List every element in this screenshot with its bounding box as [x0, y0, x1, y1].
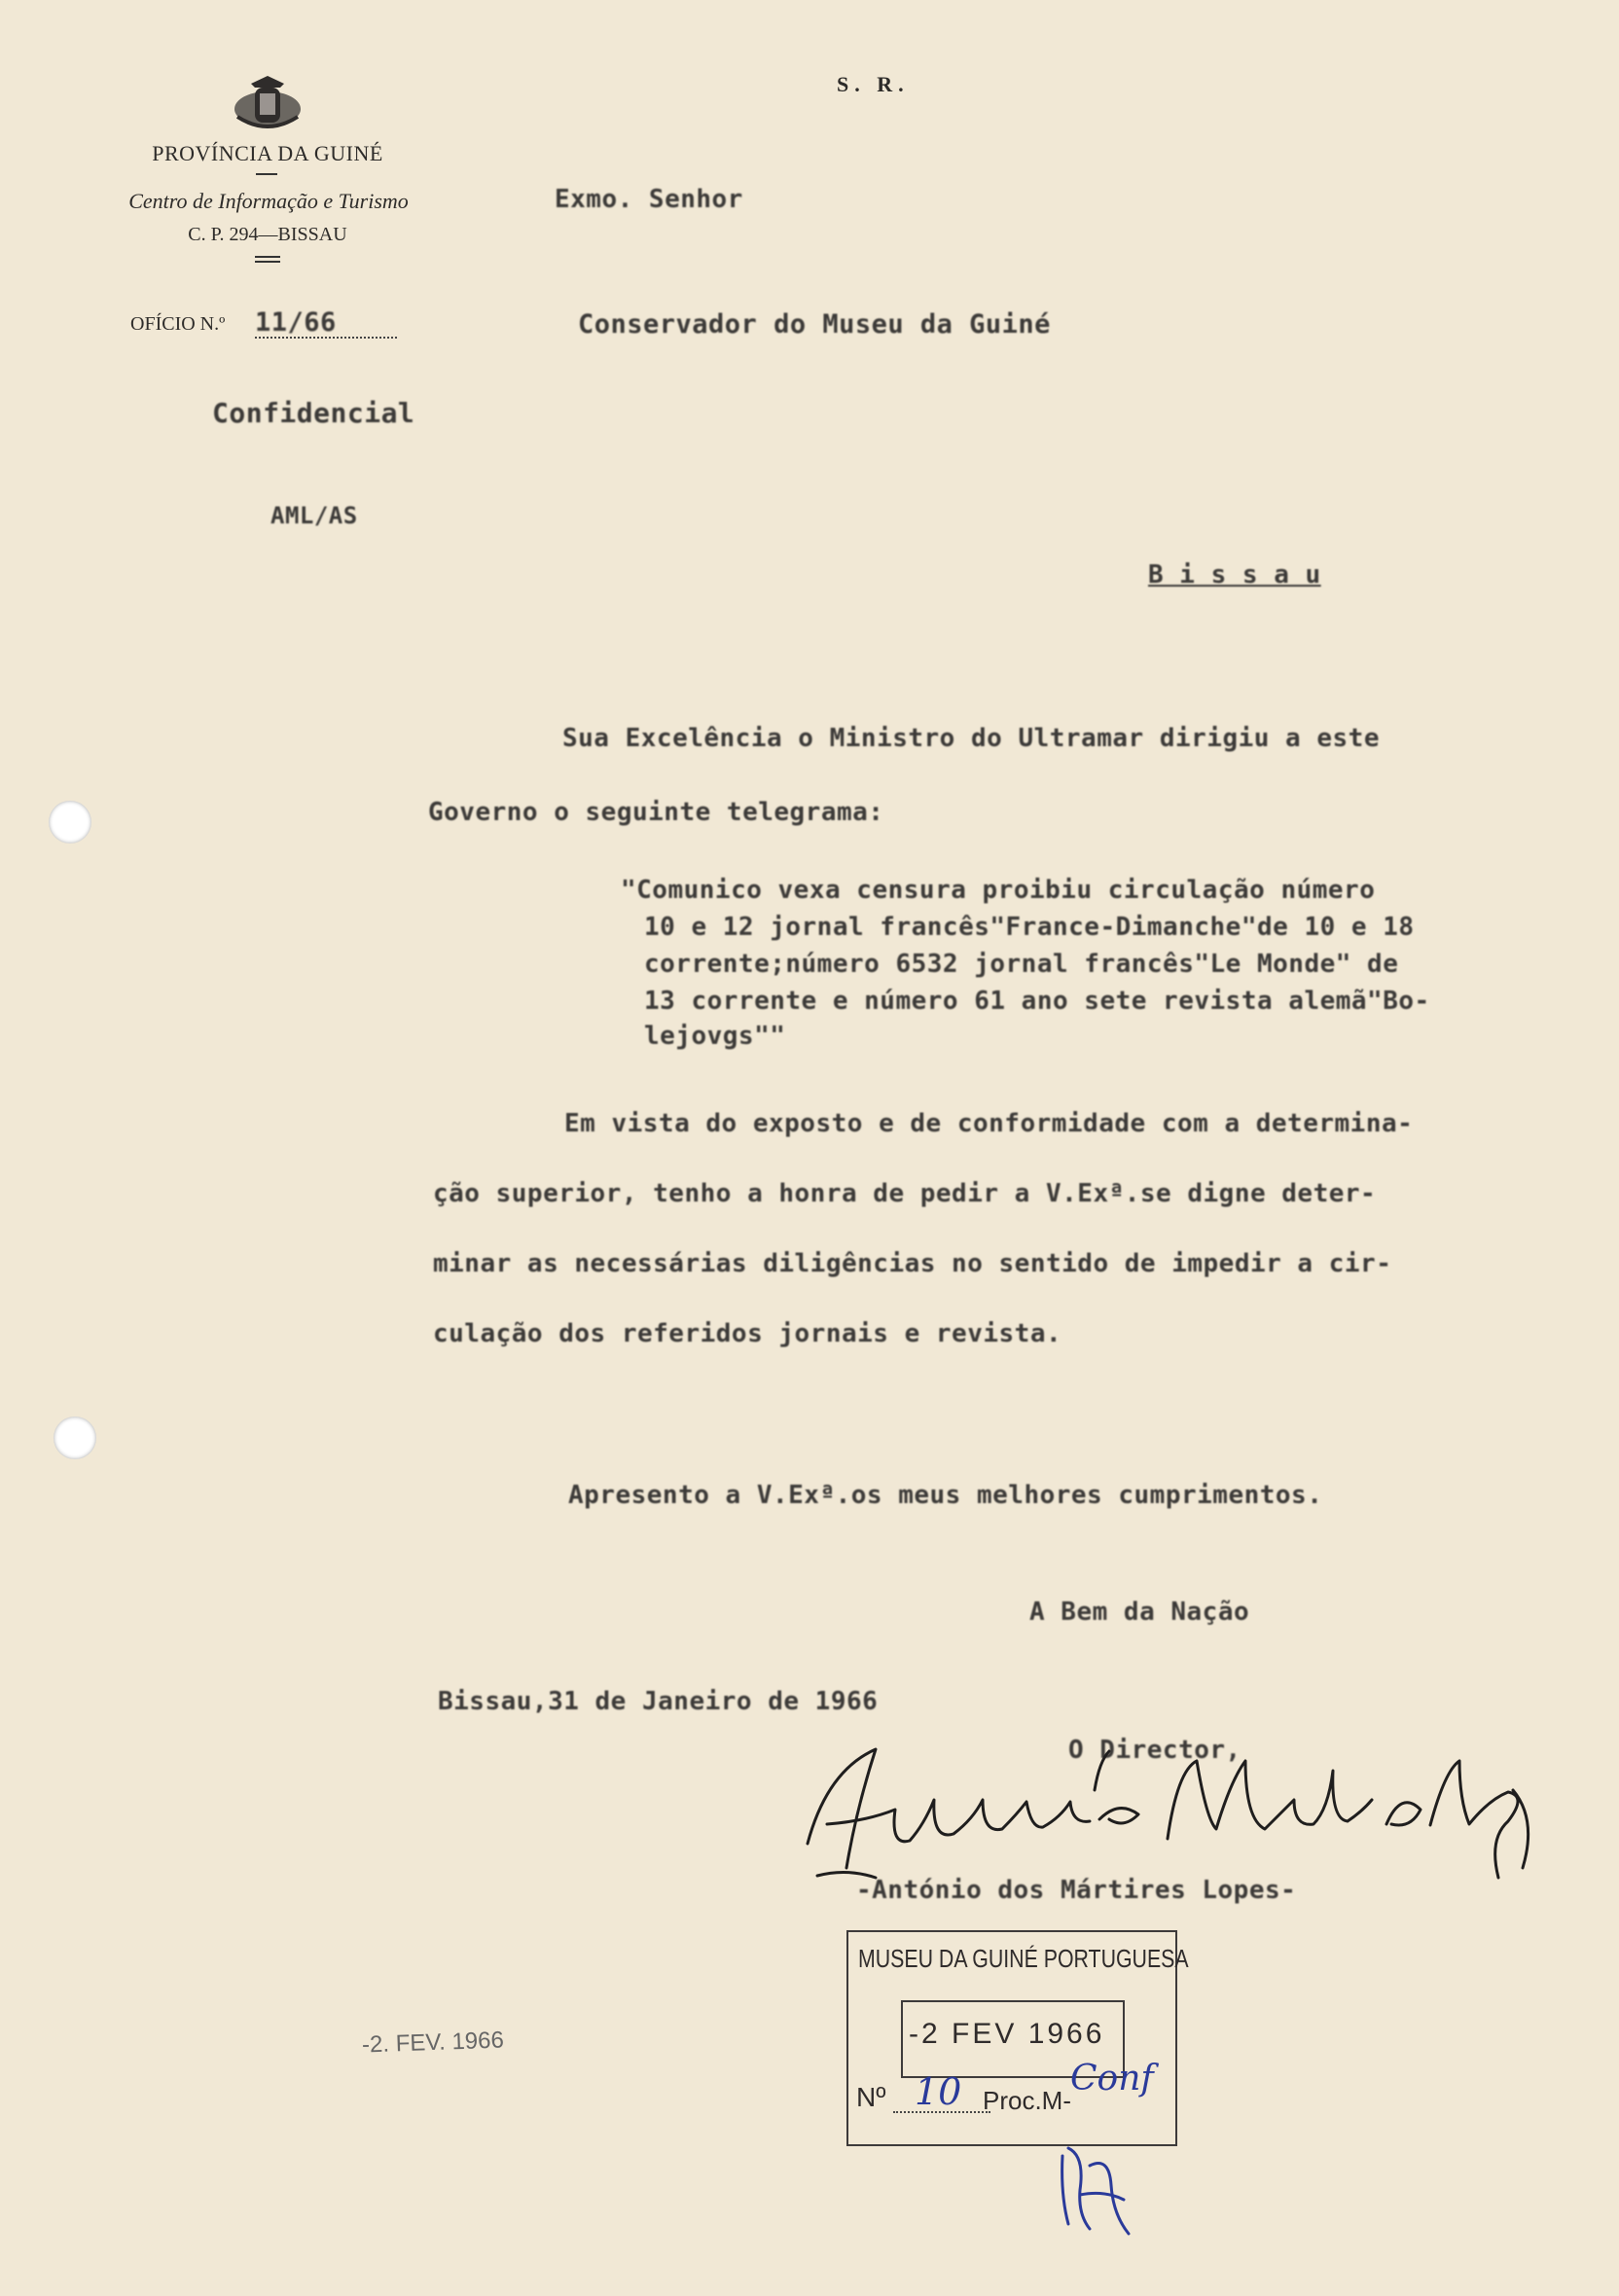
- paragraph2-line2: ção superior, tenho a honra de pedir a V.Exª.se digne deter-: [433, 1179, 1377, 1208]
- closing-line: Apresento a V.Exª.os meus melhores cumprimentos.: [568, 1481, 1323, 1510]
- punch-hole-bottom: [54, 1417, 96, 1459]
- coat-of-arms-icon: [228, 74, 307, 138]
- date-line: Bissau,31 de Janeiro de 1966: [438, 1687, 879, 1716]
- classification-label: Confidencial: [212, 397, 415, 429]
- stamp-proc-value: Conf: [1070, 2059, 1154, 2099]
- header-rule-3: [255, 261, 280, 263]
- oficio-number: 11/66: [255, 307, 337, 338]
- director-role: O Director,: [1068, 1736, 1241, 1765]
- stamp-no-dotted: [893, 2111, 990, 2113]
- top-mark: S. R.: [837, 72, 910, 96]
- centre-address: C. P. 294—BISSAU: [188, 224, 347, 245]
- stamp-institution: MUSEU DA GUINÉ PORTUGUESA: [858, 1944, 1189, 1973]
- province-name: PROVÍNCIA DA GUINÉ: [152, 141, 383, 165]
- centre-name: Centro de Informação e Turismo: [128, 189, 409, 213]
- paragraph2-line4: culação dos referidos jornais e revista.: [433, 1319, 1062, 1348]
- header-rule-2: [255, 256, 280, 258]
- recipient-title: Conservador do Museu da Guiné: [578, 309, 1051, 340]
- stamp-no-label: Nº: [856, 2082, 886, 2112]
- director-name: -António dos Mártires Lopes-: [856, 1876, 1297, 1905]
- motto: A Bem da Nação: [1029, 1597, 1250, 1627]
- oficio-dotted-line: [255, 337, 397, 339]
- header-rule-1: [256, 173, 277, 175]
- telegram-line3: corrente;número 6532 jornal francês"Le Monde" de: [644, 950, 1399, 979]
- paragraph2-line1: Em vista do exposto e de conformidade com a determina-: [564, 1109, 1414, 1138]
- telegram-line5: lejovgs"": [644, 1022, 786, 1051]
- paragraph1-line1: Sua Excelência o Ministro do Ultramar dirigiu a este: [562, 724, 1380, 753]
- paragraph2-line3: minar as necessárias diligências no sentido de impedir a cir-: [433, 1249, 1392, 1278]
- stamp-date: -2 FEV 1966: [909, 2018, 1105, 2050]
- stamp-proc-label: Proc.M-: [983, 2086, 1071, 2115]
- reference-code: AML/AS: [270, 502, 358, 529]
- punch-hole-top: [49, 801, 91, 843]
- oficio-label: OFÍCIO N.º: [130, 313, 226, 335]
- telegram-line2: 10 e 12 jornal francês"France-Dimanche"de 10 e 18: [644, 913, 1415, 942]
- telegram-line1: "Comunico vexa censura proibiu circulação número: [621, 876, 1376, 905]
- recipient-city: B i s s a u: [1148, 560, 1321, 590]
- blue-initials-image: [1051, 2136, 1138, 2243]
- stamp-no-value: 10: [915, 2070, 962, 2113]
- salutation: Exmo. Senhor: [555, 185, 743, 214]
- telegram-line4: 13 corrente e número 61 ano sete revista alemã"Bo-: [644, 987, 1430, 1016]
- paragraph1-line2: Governo o seguinte telegrama:: [428, 798, 884, 827]
- pencil-date-note: -2. FEV. 1966: [361, 2027, 505, 2059]
